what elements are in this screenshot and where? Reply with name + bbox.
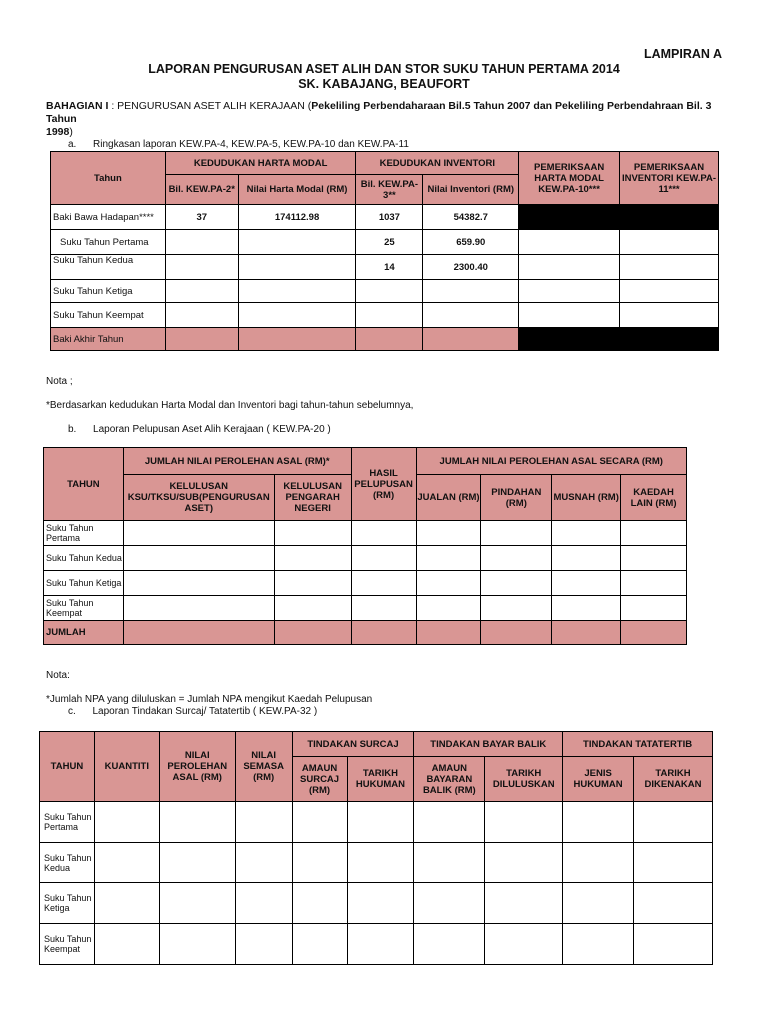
table-row	[44, 521, 687, 546]
empty-cell	[416, 596, 481, 621]
bahagian-close: )	[69, 126, 73, 138]
empty-cell	[481, 546, 552, 571]
jumlah-row	[44, 621, 687, 645]
cell-nilai-inventori	[423, 303, 519, 328]
cell-bil-pa3	[356, 280, 423, 303]
cell-bil-pa2	[165, 255, 238, 280]
empty-cell	[563, 883, 634, 924]
cell-bil-pa3: 25	[356, 230, 423, 255]
empty-cell	[620, 303, 719, 328]
cell-bil-pa3: 14	[356, 255, 423, 280]
table-row	[51, 255, 719, 280]
header-musnah: MUSNAH (RM)	[552, 475, 621, 521]
empty-cell	[414, 883, 485, 924]
row-label: Baki Akhir Tahun	[51, 328, 166, 351]
row-label: Suku Tahun Ketiga	[51, 280, 166, 303]
cell-nilai-harta-modal: 174112.98	[238, 205, 356, 230]
cell-bil-pa3: 1037	[356, 205, 423, 230]
section-a-caption: a. Ringkasan laporan KEW.PA-4, KEW.PA-5, KEW.PA-10 dan KEW.PA-11	[68, 139, 409, 150]
bahagian-text: : PENGURUSAN ASET ALIH KERAJAAN (	[108, 100, 312, 112]
table-row	[40, 883, 713, 924]
header-jumlah-nilai: JUMLAH NILAI PEROLEHAN ASAL (RM)*	[123, 448, 351, 475]
cell-bil-pa2	[165, 328, 238, 351]
header-tarikh-dikenakan: TARIKH DIKENAKAN	[634, 757, 713, 802]
empty-cell	[485, 883, 563, 924]
empty-cell	[621, 571, 687, 596]
cell-bil-pa2	[165, 280, 238, 303]
empty-cell	[274, 596, 351, 621]
header-tahun: TAHUN	[44, 448, 124, 521]
empty-cell	[94, 843, 159, 883]
empty-cell	[123, 621, 274, 645]
empty-cell	[634, 924, 713, 965]
header-kuantiti: KUANTITI	[94, 732, 159, 802]
empty-cell	[620, 280, 719, 303]
bahagian-label: BAHAGIAN I	[46, 100, 109, 112]
empty-cell	[620, 230, 719, 255]
empty-cell	[351, 596, 416, 621]
empty-cell	[292, 843, 347, 883]
header-hasil-pelupusan: HASIL PELUPUSAN (RM)	[351, 448, 416, 521]
empty-cell	[485, 843, 563, 883]
empty-cell	[123, 571, 274, 596]
cell-nilai-harta-modal	[238, 328, 356, 351]
empty-cell	[621, 596, 687, 621]
empty-cell	[519, 255, 620, 280]
cell-nilai-harta-modal	[238, 230, 356, 255]
empty-cell	[274, 546, 351, 571]
blocked-cell	[519, 205, 620, 230]
table-row	[44, 546, 687, 571]
empty-cell	[235, 924, 292, 965]
row-label: Suku Tahun Pertama	[44, 521, 124, 546]
empty-cell	[159, 924, 235, 965]
empty-cell	[235, 883, 292, 924]
header-jumlah-secara: JUMLAH NILAI PEROLEHAN ASAL SECARA (RM)	[416, 448, 686, 475]
row-label: Suku Tahun Keempat	[40, 924, 95, 965]
cell-nilai-harta-modal	[238, 280, 356, 303]
empty-cell	[519, 303, 620, 328]
empty-cell	[563, 924, 634, 965]
empty-cell	[235, 843, 292, 883]
row-label: Suku Tahun Kedua	[44, 546, 124, 571]
cell-nilai-inventori	[423, 328, 519, 351]
cell-nilai-inventori	[423, 280, 519, 303]
table-row	[40, 924, 713, 965]
cell-bil-pa2: 37	[165, 205, 238, 230]
header-jenis-hukuman: JENIS HUKUMAN	[563, 757, 634, 802]
empty-cell	[481, 571, 552, 596]
empty-cell	[351, 521, 416, 546]
row-label: Suku Tahun Ketiga	[40, 883, 95, 924]
empty-cell	[274, 521, 351, 546]
empty-cell	[159, 802, 235, 843]
empty-cell	[416, 621, 481, 645]
table-row	[51, 303, 719, 328]
cell-nilai-harta-modal	[238, 303, 356, 328]
empty-cell	[94, 924, 159, 965]
empty-cell	[123, 521, 274, 546]
table-row	[40, 843, 713, 883]
header-pindahan: PINDAHAN (RM)	[481, 475, 552, 521]
bahagian-heading	[46, 100, 726, 139]
cell-nilai-inventori: 659.90	[423, 230, 519, 255]
blocked-cell	[620, 328, 719, 351]
empty-cell	[481, 596, 552, 621]
report-title: LAPORAN PENGURUSAN ASET ALIH DAN STOR SUKU TAHUN PERTAMA 2014	[148, 62, 620, 76]
table-row	[40, 802, 713, 843]
header-amaun-bayaran: AMAUN BAYARAN BALIK (RM)	[414, 757, 485, 802]
header-amaun-surcaj: AMAUN SURCAJ (RM)	[292, 757, 347, 802]
header-bil-pa2: Bil. KEW.PA-2*	[165, 175, 238, 205]
section-c-caption: c. Laporan Tindakan Surcaj/ Tatatertib ( KEW.PA-32 )	[68, 706, 318, 717]
header-nilai-inventori: Nilai Inventori (RM)	[423, 175, 519, 205]
empty-cell	[351, 621, 416, 645]
empty-cell	[235, 802, 292, 843]
header-tindakan-bayar-balik: TINDAKAN BAYAR BALIK	[414, 732, 563, 757]
empty-cell	[292, 883, 347, 924]
cell-nilai-harta-modal	[238, 255, 356, 280]
header-tindakan-tatatertib: TINDAKAN TATATERTIB	[563, 732, 713, 757]
header-kelulusan-ksu: KELULUSAN KSU/TKSU/SUB(PENGURUSAN ASET)	[123, 475, 274, 521]
header-pemeriksaan-inventori: PEMERIKSAAN INVENTORI KEW.PA-11***	[620, 152, 719, 205]
empty-cell	[292, 924, 347, 965]
empty-cell	[634, 843, 713, 883]
empty-cell	[347, 924, 414, 965]
cell-bil-pa2	[165, 303, 238, 328]
nota2-text: *Jumlah NPA yang diluluskan = Jumlah NPA mengikut Kaedah Pelupusan	[46, 694, 373, 705]
empty-cell	[159, 883, 235, 924]
empty-cell	[519, 280, 620, 303]
row-label: Suku Tahun Keempat	[44, 596, 124, 621]
empty-cell	[621, 621, 687, 645]
pelupusan-table	[43, 447, 687, 645]
empty-cell	[519, 230, 620, 255]
table-row	[51, 205, 719, 230]
empty-cell	[274, 621, 351, 645]
cell-bil-pa2	[165, 230, 238, 255]
empty-cell	[416, 546, 481, 571]
nota2-label: Nota:	[46, 670, 70, 681]
empty-cell	[552, 596, 621, 621]
header-bil-pa3: Bil. KEW.PA-3**	[356, 175, 423, 205]
header-pemeriksaan-harta-modal: PEMERIKSAAN HARTA MODAL KEW.PA-10***	[519, 152, 620, 205]
empty-cell	[414, 924, 485, 965]
empty-cell	[552, 521, 621, 546]
header-jualan: JUALAN (RM)	[416, 475, 481, 521]
header-tarikh-hukuman: TARIKH HUKUMAN	[347, 757, 414, 802]
blocked-cell	[620, 205, 719, 230]
empty-cell	[620, 255, 719, 280]
empty-cell	[159, 843, 235, 883]
header-tarikh-diluluskan: TARIKH DILULUSKAN	[485, 757, 563, 802]
bahagian-ref-line2: 1998	[46, 126, 70, 138]
empty-cell	[485, 924, 563, 965]
header-kelulusan-pengarah: KELULUSAN PENGARAH NEGERI	[274, 475, 351, 521]
empty-cell	[634, 883, 713, 924]
empty-cell	[552, 571, 621, 596]
empty-cell	[351, 546, 416, 571]
school-name: SK. KABAJANG, BEAUFORT	[298, 77, 470, 91]
empty-cell	[414, 802, 485, 843]
header-nilai-semasa: NILAI SEMASA (RM)	[235, 732, 292, 802]
nota-label: Nota ;	[46, 376, 73, 387]
empty-cell	[94, 883, 159, 924]
row-label: Suku Tahun Pertama	[40, 802, 95, 843]
empty-cell	[347, 802, 414, 843]
table-row	[44, 596, 687, 621]
cell-nilai-inventori: 2300.40	[423, 255, 519, 280]
header-nilai-perolehan: NILAI PEROLEHAN ASAL (RM)	[159, 732, 235, 802]
blocked-cell	[519, 328, 620, 351]
table-row	[51, 328, 719, 351]
empty-cell	[416, 571, 481, 596]
nota-text: *Berdasarkan kedudukan Harta Modal dan Inventori bagi tahun-tahun sebelumnya,	[46, 400, 414, 411]
header-inventori: KEDUDUKAN INVENTORI	[356, 152, 519, 175]
cell-nilai-inventori: 54382.7	[423, 205, 519, 230]
header-harta-modal: KEDUDUKAN HARTA MODAL	[165, 152, 356, 175]
row-label: Suku Tahun Keempat	[51, 303, 166, 328]
section-b-caption: b. Laporan Pelupusan Aset Alih Kerajaan ( KEW.PA-20 )	[68, 424, 331, 435]
header-nilai-harta-modal: Nilai Harta Modal (RM)	[238, 175, 356, 205]
empty-cell	[347, 843, 414, 883]
row-label: Suku Tahun Pertama	[51, 230, 166, 255]
header-tahun: TAHUN	[40, 732, 95, 802]
empty-cell	[621, 546, 687, 571]
row-label: Suku Tahun Ketiga	[44, 571, 124, 596]
empty-cell	[621, 521, 687, 546]
header-kaedah-lain: KAEDAH LAIN (RM)	[621, 475, 687, 521]
bahagian-ref-line1: Pekeliling Perbendaharaan Bil.5 Tahun 2007 dan Pekeliling Perbendahraan Bil. 3 Tahun	[46, 100, 712, 125]
row-label: Suku Tahun Kedua	[51, 255, 166, 280]
table-row	[51, 280, 719, 303]
cell-bil-pa3	[356, 328, 423, 351]
empty-cell	[414, 843, 485, 883]
empty-cell	[351, 571, 416, 596]
empty-cell	[274, 571, 351, 596]
empty-cell	[634, 802, 713, 843]
empty-cell	[292, 802, 347, 843]
row-label: Baki Bawa Hadapan****	[51, 205, 166, 230]
summary-table	[50, 151, 719, 351]
header-tindakan-surcaj: TINDAKAN SURCAJ	[292, 732, 414, 757]
empty-cell	[123, 546, 274, 571]
empty-cell	[481, 521, 552, 546]
empty-cell	[485, 802, 563, 843]
cell-bil-pa3	[356, 303, 423, 328]
empty-cell	[552, 546, 621, 571]
header-tahun: Tahun	[51, 152, 166, 205]
empty-cell	[481, 621, 552, 645]
jumlah-label: JUMLAH	[44, 621, 124, 645]
empty-cell	[347, 883, 414, 924]
table-row	[44, 571, 687, 596]
empty-cell	[563, 802, 634, 843]
row-label: Suku Tahun Kedua	[40, 843, 95, 883]
empty-cell	[94, 802, 159, 843]
surcaj-table	[39, 731, 713, 965]
table-row	[51, 230, 719, 255]
empty-cell	[123, 596, 274, 621]
empty-cell	[563, 843, 634, 883]
empty-cell	[416, 521, 481, 546]
empty-cell	[552, 621, 621, 645]
lampiran-label: LAMPIRAN A	[643, 47, 722, 61]
